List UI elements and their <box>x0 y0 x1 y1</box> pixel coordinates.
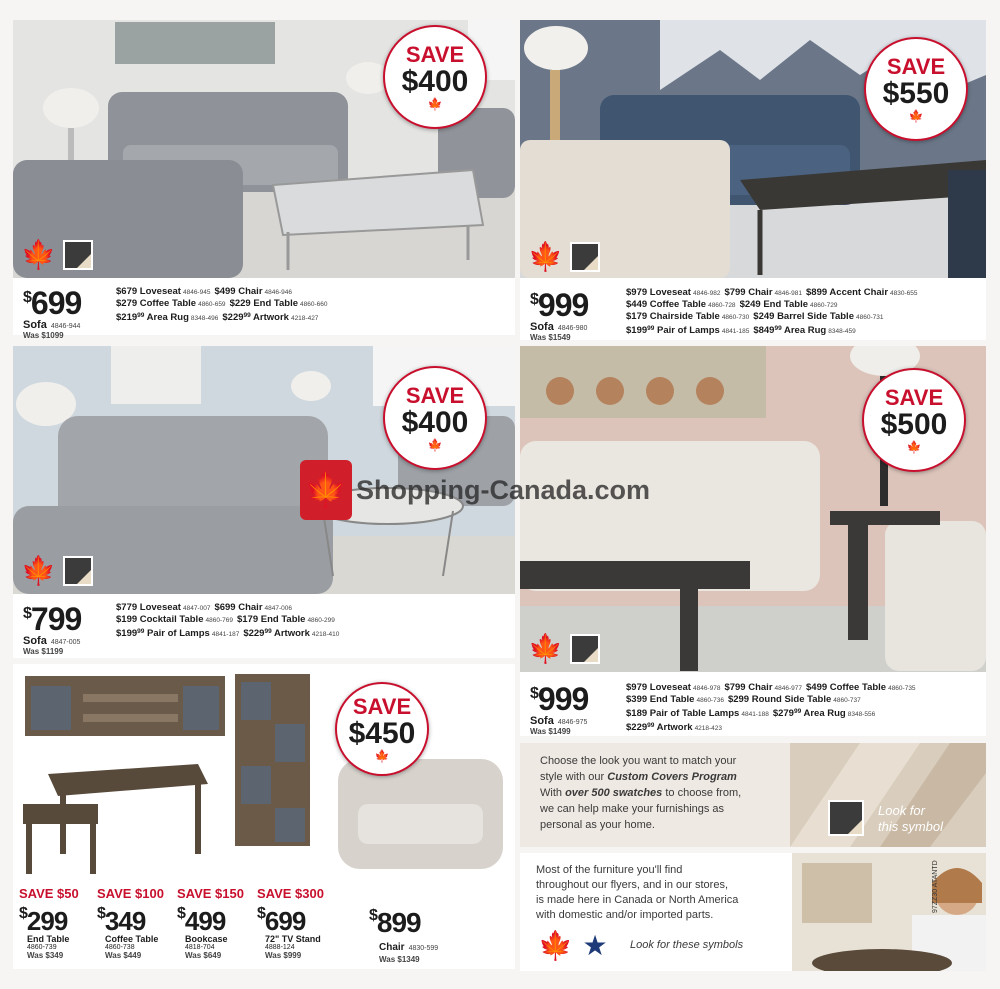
item-price: $199 <box>626 325 648 336</box>
list-item <box>116 626 343 640</box>
item-price: $779 Loveseat <box>116 602 181 613</box>
list-item <box>626 299 922 311</box>
maple-leaf-icon: 🍁 <box>427 97 443 111</box>
product-price: 349 <box>104 906 146 936</box>
custom-covers-line: With <box>540 787 566 799</box>
maple-leaf-icon: 🍁 <box>908 109 924 123</box>
item-sku: 4846-982 <box>692 290 721 297</box>
item-price: $399 End Table <box>626 694 695 705</box>
was-price: Was $449 <box>105 951 142 960</box>
maple-leaf-icon: 🍁 <box>427 438 443 452</box>
item-sku: 4860-737 <box>833 697 861 704</box>
item-sku: 4860-735 <box>888 685 916 692</box>
item-price: $199 Cocktail Table <box>116 614 204 625</box>
currency-symbol: $ <box>97 905 105 922</box>
custom-covers-icon <box>570 634 600 664</box>
item-sku: 8348-556 <box>847 711 876 718</box>
made-in-canada-text <box>536 863 738 923</box>
item-sku: 4218-423 <box>694 725 723 732</box>
item-sku: 4860-731 <box>855 314 884 321</box>
item-sku: 4846-945 <box>182 289 211 296</box>
save-label: SAVE <box>405 383 465 408</box>
chair-sku: 4830-599 <box>408 945 439 952</box>
item-sku: 4860-730 <box>721 314 750 321</box>
end-table-price-block <box>19 886 97 960</box>
made-in-line: Most of the furniture you'll find <box>536 864 683 876</box>
chair-label: Chair <box>379 942 405 953</box>
custom-covers-icon <box>570 242 600 272</box>
item-cents: 99 <box>137 312 145 319</box>
made-in-line: throughout our flyers, and in our stores, <box>536 879 728 891</box>
save-label: SAVE <box>886 54 946 79</box>
was-price: Was $1199 <box>23 647 64 656</box>
sofa-price: 699 <box>30 285 82 321</box>
sofa-sku: 4847-005 <box>50 639 81 646</box>
product-name: Coffee Table <box>105 934 159 944</box>
save-badge <box>383 366 487 470</box>
sofa-sku: 4846-944 <box>50 323 81 330</box>
item-cents: 99 <box>137 628 145 635</box>
list-item <box>626 323 922 337</box>
item-price: $799 Chair <box>724 287 773 298</box>
item-price: $179 End Table <box>236 614 306 625</box>
was-price: Was $1499 <box>530 727 571 736</box>
item-name: Pair of Lamps <box>144 628 210 639</box>
living-room-panel-2 <box>520 20 986 340</box>
item-price: $499 Chair <box>214 286 263 297</box>
watermark <box>300 460 650 520</box>
item-name: Area Rug <box>781 325 827 336</box>
accessory-price-list <box>116 602 343 640</box>
item-price: $199 <box>116 628 138 639</box>
list-item <box>116 602 343 614</box>
chair-price: 899 <box>376 907 421 938</box>
custom-covers-line: Choose the look you want to match your <box>540 755 737 767</box>
list-item <box>626 706 920 720</box>
list-item <box>626 682 920 694</box>
item-price: $229 <box>626 722 648 733</box>
occasional-furniture-photo <box>13 664 515 889</box>
item-sku: 4860-769 <box>205 617 233 624</box>
item-cents: 99 <box>774 325 782 332</box>
save-amount: SAVE $50 <box>19 886 79 901</box>
item-price: $219 <box>116 312 138 323</box>
custom-covers-line: personal as your home. <box>540 819 655 831</box>
made-in-line: is made here in Canada or North America <box>536 894 739 906</box>
save-badge <box>335 682 429 776</box>
item-sku: 4846-946 <box>264 289 292 296</box>
canadian-maple-leaf-icon: 🍁 <box>528 633 563 664</box>
canadian-maple-leaf-icon: 🍁 <box>528 241 563 272</box>
canadian-maple-leaf-icon: 🍁 <box>538 930 573 961</box>
list-item <box>626 720 920 734</box>
save-label: SAVE <box>405 42 465 67</box>
tv-stand-price-block <box>257 886 347 960</box>
item-price: $189 Pair of Table Lamps <box>626 708 740 719</box>
was-price: Was $1349 <box>379 955 420 964</box>
item-sku: 4846-978 <box>692 685 721 692</box>
chair-price-block <box>369 902 438 964</box>
product-sku: 4860-738 <box>105 944 135 951</box>
swatch-count: over 500 swatches <box>565 787 663 799</box>
item-price: $279 <box>772 708 794 719</box>
item-sku: 4847-007 <box>182 605 211 612</box>
item-sku: 4218-410 <box>311 631 340 638</box>
item-price: $849 <box>753 325 775 336</box>
currency-symbol: $ <box>369 907 377 924</box>
product-price: 699 <box>264 906 306 936</box>
save-label: SAVE <box>352 694 412 719</box>
product-price: 299 <box>26 906 68 936</box>
was-price: Was $1549 <box>530 333 571 342</box>
item-name: Artwork <box>250 312 289 323</box>
sofa-label: Sofa <box>530 715 554 727</box>
item-cents: 99 <box>647 325 655 332</box>
item-sku: 4860-660 <box>300 301 328 308</box>
item-sku: 8348-459 <box>828 328 856 335</box>
save-amount: $400 <box>401 406 469 439</box>
currency-symbol: $ <box>19 905 27 922</box>
item-price: $279 Coffee Table <box>116 298 197 309</box>
list-item <box>116 298 332 310</box>
custom-covers-icon <box>63 556 93 586</box>
sofa-label: Sofa <box>23 635 47 647</box>
item-sku: 4860-729 <box>810 302 838 309</box>
save-amount: $550 <box>882 77 950 110</box>
product-sku: 4860-739 <box>27 944 57 951</box>
save-badge <box>862 368 966 472</box>
symbol-caption: Look for <box>878 803 925 818</box>
item-price: $229 End Table <box>229 298 299 309</box>
sofa-price-block <box>530 284 588 342</box>
item-price: $249 Barrel Side Table <box>753 311 854 322</box>
list-item <box>116 310 332 324</box>
currency-symbol: $ <box>257 905 265 922</box>
item-price: $979 Loveseat <box>626 682 691 693</box>
item-price: $249 End Table <box>739 299 809 310</box>
living-room-panel-4 <box>520 346 986 736</box>
look-for-symbol-text <box>878 803 943 835</box>
item-sku: 4860-736 <box>696 697 724 704</box>
item-cents: 99 <box>647 722 655 729</box>
was-price: Was $649 <box>185 951 222 960</box>
item-sku: 4860-299 <box>307 617 335 624</box>
was-price: Was $999 <box>265 951 302 960</box>
sofa-label: Sofa <box>23 319 47 331</box>
list-item <box>626 287 922 299</box>
item-price: $699 Chair <box>214 602 263 613</box>
sofa-label: Sofa <box>530 321 554 333</box>
custom-covers-icon <box>828 800 864 836</box>
currency-symbol: $ <box>23 289 31 306</box>
save-amount: SAVE $150 <box>177 886 244 901</box>
item-price: $899 Accent Chair <box>806 287 889 298</box>
custom-covers-program-name: Custom Covers Program <box>607 771 737 783</box>
item-name: Area Rug <box>801 708 846 719</box>
item-price: $499 Coffee Table <box>806 682 887 693</box>
sofa-sku: 4846-975 <box>557 719 588 726</box>
currency-symbol: $ <box>530 291 538 308</box>
made-in-canada-panel <box>520 853 986 971</box>
item-price: $299 Round Side Table <box>727 694 832 705</box>
currency-symbol: $ <box>177 905 185 922</box>
item-sku: 4847-006 <box>264 605 292 612</box>
item-price: $179 Chairside Table <box>626 311 720 322</box>
watermark-text: Shopping-Canada.com <box>356 474 651 505</box>
product-price: 499 <box>184 906 226 936</box>
item-sku: 4218-427 <box>290 315 319 322</box>
canadian-maple-leaf-icon: 🍁 <box>21 555 56 586</box>
list-item <box>116 286 332 298</box>
list-item <box>626 311 922 323</box>
product-name: 72" TV Stand <box>265 934 321 944</box>
list-item <box>626 694 920 706</box>
item-sku: 4841-185 <box>721 328 750 335</box>
coffee-table-price-block <box>97 886 177 960</box>
maple-leaf-star-icon: ★ <box>582 930 608 961</box>
save-badge <box>383 25 487 129</box>
sofa-price-block <box>23 282 81 340</box>
maple-leaf-icon: 🍁 <box>906 440 922 454</box>
save-amount: $450 <box>348 717 416 750</box>
item-price: $979 Loveseat <box>626 287 691 298</box>
item-sku: 4841-187 <box>211 631 240 638</box>
sofa-price: 999 <box>537 287 589 323</box>
item-sku: 4846-977 <box>774 685 802 692</box>
save-amount: SAVE $300 <box>257 886 324 901</box>
item-name: Artwork <box>654 722 693 733</box>
item-sku: 4830-655 <box>890 290 918 297</box>
item-sku: 4860-728 <box>708 302 736 309</box>
item-name: Area Rug <box>144 312 189 323</box>
look-for-symbols-text: Look for these symbols <box>630 939 744 951</box>
item-sku: 4846-981 <box>774 290 802 297</box>
save-amount: SAVE $100 <box>97 886 164 901</box>
craftsperson-photo <box>792 853 986 971</box>
made-in-line: with domestic and/or imported parts. <box>536 909 714 921</box>
custom-covers-line: style with our <box>540 771 608 783</box>
canadian-maple-leaf-icon: 🍁 <box>21 239 56 270</box>
currency-symbol: $ <box>530 685 538 702</box>
sofa-price: 799 <box>30 601 82 637</box>
save-badge <box>864 37 968 141</box>
bookcase-price-block <box>177 886 257 960</box>
sofa-sku: 4846-980 <box>557 325 588 332</box>
symbol-caption: this symbol <box>878 819 944 834</box>
custom-covers-panel <box>520 743 986 847</box>
item-sku: 8348-496 <box>190 315 219 322</box>
item-price: $679 Loveseat <box>116 286 181 297</box>
product-sku: 4818-704 <box>185 944 215 951</box>
save-amount: $400 <box>401 65 469 98</box>
item-cents: 99 <box>264 628 272 635</box>
sofa-price-block <box>530 678 588 736</box>
custom-covers-icon <box>63 240 93 270</box>
accessory-price-list <box>116 286 332 324</box>
item-price: $449 Coffee Table <box>626 299 707 310</box>
was-price: Was $1099 <box>23 331 64 340</box>
accessory-price-list <box>626 287 922 337</box>
item-name: Pair of Lamps <box>654 325 720 336</box>
side-code: 97ZZ30 ATANTD <box>932 860 939 913</box>
item-price: $229 <box>222 312 244 323</box>
save-amount: $500 <box>880 408 948 441</box>
shopping-bag-icon: 🍁 <box>300 460 352 520</box>
save-label: SAVE <box>884 385 944 410</box>
item-sku: 4860-659 <box>198 301 226 308</box>
item-price: $799 Chair <box>724 682 773 693</box>
sofa-price: 999 <box>537 681 589 717</box>
accessory-price-list <box>626 682 920 734</box>
product-name: Bookcase <box>185 934 228 944</box>
sofa-price-block <box>23 598 81 656</box>
item-price: $229 <box>243 628 265 639</box>
maple-leaf-icon: 🍁 <box>374 749 390 763</box>
currency-symbol: $ <box>23 605 31 622</box>
item-cents: 99 <box>243 312 251 319</box>
custom-covers-line: to choose from, <box>662 787 742 799</box>
list-item <box>116 614 343 626</box>
item-name: Artwork <box>271 628 310 639</box>
product-name: End Table <box>27 934 70 944</box>
occasional-furniture-panel <box>13 664 515 969</box>
item-cents: 99 <box>793 708 802 715</box>
product-sku: 4888-124 <box>265 944 295 951</box>
product-price-row <box>19 886 347 960</box>
was-price: Was $349 <box>27 951 64 960</box>
living-room-panel-1 <box>13 20 515 340</box>
custom-covers-text <box>540 753 741 833</box>
custom-covers-line: we can help make your furnishings as <box>540 803 725 815</box>
item-sku: 4841-188 <box>741 711 769 718</box>
